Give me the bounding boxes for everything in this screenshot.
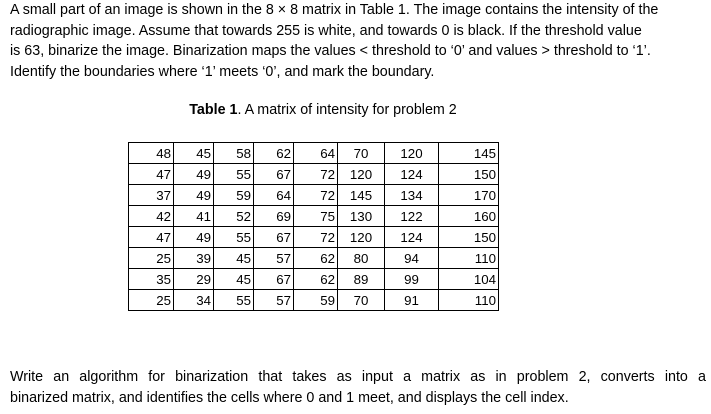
matrix-cell: 25 bbox=[129, 290, 174, 311]
matrix-cell: 170 bbox=[439, 185, 499, 206]
matrix-cell: 34 bbox=[174, 290, 214, 311]
matrix-cell: 91 bbox=[385, 290, 439, 311]
task-line: binarized matrix, and identifies the cells where 0 and 1 meet, and displays the cell index. bbox=[10, 389, 569, 406]
task-line: Write an algorithm for binarization that takes as input a matrix as in problem 2, converts into a bbox=[10, 369, 706, 385]
matrix-cell: 64 bbox=[254, 185, 294, 206]
matrix-cell: 150 bbox=[439, 164, 499, 185]
matrix-cell: 160 bbox=[439, 206, 499, 227]
matrix-cell: 75 bbox=[294, 206, 338, 227]
problem-line: radiographic image. Assume that towards 255 is white, and towards 0 is black. If the threshold value bbox=[10, 22, 642, 39]
matrix-cell: 124 bbox=[385, 164, 439, 185]
matrix-cell: 145 bbox=[338, 185, 385, 206]
problem-line: A small part of an image is shown in the 8 × 8 matrix in Table 1. The image contains the intensity of the bbox=[10, 2, 659, 18]
matrix-cell: 48 bbox=[129, 143, 174, 164]
matrix-cell: 130 bbox=[338, 206, 385, 227]
matrix-cell: 49 bbox=[174, 185, 214, 206]
table-row bbox=[129, 143, 499, 164]
table-row bbox=[129, 185, 499, 206]
matrix-cell: 120 bbox=[338, 164, 385, 185]
matrix-cell: 150 bbox=[439, 227, 499, 248]
matrix-cell: 59 bbox=[214, 185, 254, 206]
table-row bbox=[129, 206, 499, 227]
matrix-cell: 37 bbox=[129, 185, 174, 206]
matrix-cell: 47 bbox=[129, 164, 174, 185]
matrix-cell: 72 bbox=[294, 227, 338, 248]
matrix-cell: 69 bbox=[254, 206, 294, 227]
matrix-cell: 41 bbox=[174, 206, 214, 227]
matrix-cell: 70 bbox=[338, 143, 385, 164]
matrix-cell: 25 bbox=[129, 248, 174, 269]
matrix-cell: 55 bbox=[214, 164, 254, 185]
matrix-cell: 29 bbox=[174, 269, 214, 290]
matrix-cell: 104 bbox=[439, 269, 499, 290]
table-caption bbox=[0, 100, 646, 120]
matrix-cell: 62 bbox=[254, 143, 294, 164]
matrix-cell: 94 bbox=[385, 248, 439, 269]
matrix-cell: 89 bbox=[338, 269, 385, 290]
matrix-cell: 45 bbox=[214, 269, 254, 290]
intensity-matrix bbox=[128, 142, 499, 311]
matrix-cell: 70 bbox=[338, 290, 385, 311]
matrix-cell: 72 bbox=[294, 164, 338, 185]
matrix-cell: 124 bbox=[385, 227, 439, 248]
table-row bbox=[129, 269, 499, 290]
matrix-cell: 57 bbox=[254, 290, 294, 311]
matrix-cell: 145 bbox=[439, 143, 499, 164]
matrix-cell: 55 bbox=[214, 290, 254, 311]
table-row bbox=[129, 290, 499, 311]
matrix-cell: 45 bbox=[214, 248, 254, 269]
matrix-cell: 122 bbox=[385, 206, 439, 227]
matrix-cell: 57 bbox=[254, 248, 294, 269]
matrix-cell: 62 bbox=[294, 248, 338, 269]
matrix-cell: 55 bbox=[214, 227, 254, 248]
matrix-cell: 45 bbox=[174, 143, 214, 164]
matrix-cell: 67 bbox=[254, 227, 294, 248]
matrix-cell: 80 bbox=[338, 248, 385, 269]
matrix-cell: 39 bbox=[174, 248, 214, 269]
matrix-cell: 49 bbox=[174, 227, 214, 248]
matrix-cell: 134 bbox=[385, 185, 439, 206]
matrix-cell: 49 bbox=[174, 164, 214, 185]
table-row bbox=[129, 164, 499, 185]
table-caption-label: Table 1 bbox=[189, 102, 238, 118]
table-caption-text: . A matrix of intensity for problem 2 bbox=[237, 102, 457, 118]
matrix-cell: 110 bbox=[439, 248, 499, 269]
matrix-cell: 72 bbox=[294, 185, 338, 206]
matrix-cell: 47 bbox=[129, 227, 174, 248]
problem-statement bbox=[10, 0, 706, 82]
matrix-cell: 64 bbox=[294, 143, 338, 164]
task-statement bbox=[10, 367, 706, 408]
matrix-cell: 120 bbox=[385, 143, 439, 164]
matrix-cell: 110 bbox=[439, 290, 499, 311]
matrix-cell: 59 bbox=[294, 290, 338, 311]
table-row bbox=[129, 248, 499, 269]
matrix-cell: 52 bbox=[214, 206, 254, 227]
matrix-cell: 42 bbox=[129, 206, 174, 227]
problem-line: is 63, binarize the image. Binarization maps the values < threshold to ‘0’ and values > threshold to ‘1’. bbox=[10, 43, 651, 59]
table-row bbox=[129, 227, 499, 248]
matrix-cell: 99 bbox=[385, 269, 439, 290]
matrix-cell: 67 bbox=[254, 269, 294, 290]
problem-line: Identify the boundaries where ‘1’ meets ‘0’, and mark the boundary. bbox=[10, 63, 435, 80]
matrix-cell: 62 bbox=[294, 269, 338, 290]
matrix-cell: 35 bbox=[129, 269, 174, 290]
matrix-cell: 120 bbox=[338, 227, 385, 248]
matrix-cell: 67 bbox=[254, 164, 294, 185]
matrix-cell: 58 bbox=[214, 143, 254, 164]
